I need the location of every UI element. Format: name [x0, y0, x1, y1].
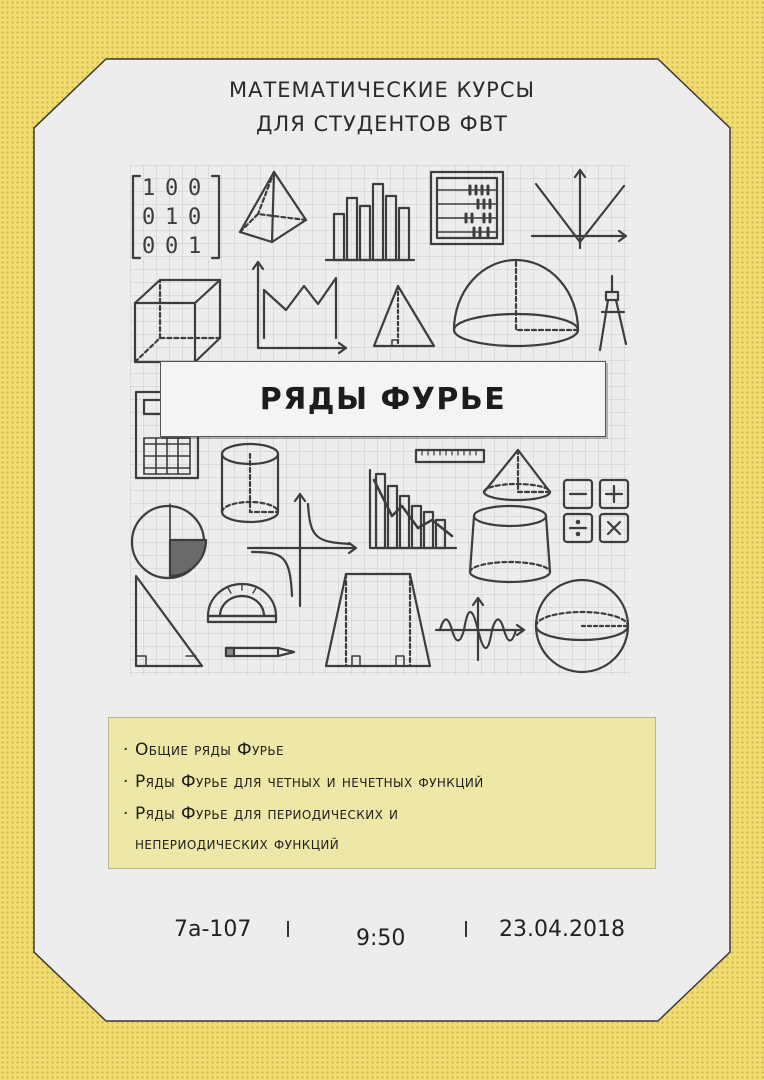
arithmetic-keys-icon — [564, 480, 628, 542]
topic-label: Ряды Фурье для четных и нечетных функций — [135, 772, 484, 792]
topic-item — [123, 804, 399, 824]
matrix-digits — [142, 176, 201, 259]
hyperbola-graph-icon — [248, 494, 356, 606]
bullet-icon: · — [123, 740, 129, 760]
lecture-title: РЯДЫ ФУРЬЕ — [160, 361, 606, 437]
matrix-digit: 0 — [188, 205, 202, 230]
matrix-digit: 1 — [142, 176, 156, 201]
cube-icon — [135, 280, 220, 362]
topics-box — [108, 717, 656, 869]
separator — [465, 921, 467, 937]
matrix-digit: 0 — [165, 176, 179, 201]
lecture-date: 23.04.2018 — [499, 917, 625, 942]
topic-item-continuation — [135, 834, 339, 854]
lecture-time: 9:50 — [356, 926, 406, 951]
cylinder-icon — [222, 444, 278, 522]
bullet-icon: · — [123, 804, 129, 824]
course-title-line2: ДЛЯ СТУДЕНТОВ ФВТ — [256, 112, 508, 136]
matrix-digit: 0 — [142, 234, 156, 259]
coordinate-axes-icon — [532, 170, 626, 248]
pie-chart-icon — [132, 504, 206, 578]
topic-item — [123, 740, 285, 760]
sphere-icon — [536, 580, 628, 672]
topic-label: Ряды Фурье для периодических и — [135, 804, 399, 824]
abacus-icon — [431, 172, 503, 244]
matrix-digit: 1 — [165, 205, 179, 230]
trapezoid-icon — [326, 574, 430, 666]
separator — [287, 921, 289, 937]
room-number: 7а-107 — [174, 917, 252, 942]
course-title-line1: МАТЕМАТИЧЕСКИЕ КУРСЫ — [228, 78, 536, 102]
pencil-icon — [226, 648, 294, 656]
cone-icon — [484, 450, 550, 500]
bullet-icon: · — [123, 772, 129, 792]
topic-label: непериодических функций — [135, 834, 340, 854]
matrix-digit: 0 — [142, 205, 156, 230]
topic-label: Общие ряды Фурье — [135, 740, 285, 760]
pyramid-icon — [240, 172, 306, 242]
hemisphere-icon — [454, 260, 578, 346]
ruler-icon — [416, 450, 484, 462]
matrix-digit: 1 — [188, 234, 202, 259]
tall-triangle-icon — [136, 576, 202, 666]
topic-item — [123, 772, 484, 792]
frustum-icon — [470, 506, 550, 582]
line-graph-icon — [253, 262, 346, 353]
matrix-digit: 0 — [165, 234, 179, 259]
protractor-icon — [208, 584, 276, 622]
wave-function-icon — [436, 598, 524, 660]
matrix-digit: 0 — [188, 176, 202, 201]
compass-icon — [600, 276, 626, 350]
bar-chart-icon — [326, 184, 414, 260]
trend-chart-icon — [370, 470, 456, 548]
right-triangle-icon — [374, 286, 434, 346]
